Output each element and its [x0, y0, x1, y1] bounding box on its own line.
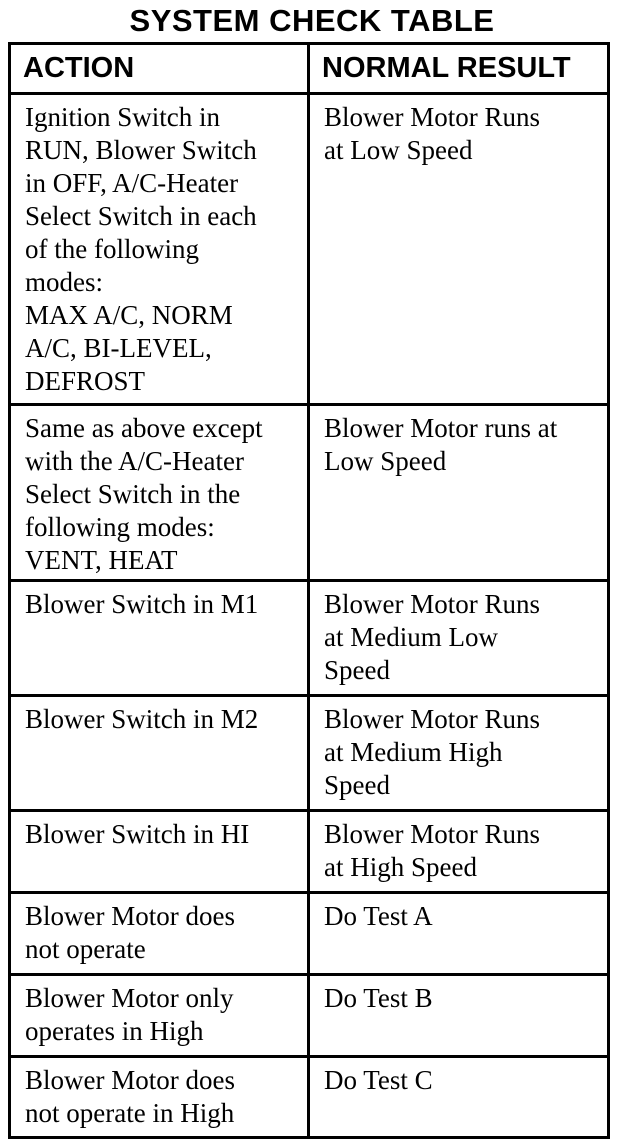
table-row: [10, 94, 609, 405]
table-title: SYSTEM CHECK TABLE: [129, 3, 495, 38]
action-text-line: Blower Switch in HI: [25, 819, 250, 849]
result-text-line: at Low Speed: [324, 135, 473, 165]
action-text-line: Blower Switch in M1: [25, 589, 259, 619]
result-text-line: at Medium Low: [324, 622, 498, 652]
action-cell: [10, 1057, 309, 1138]
result-text-line: at High Speed: [324, 852, 477, 882]
table-row: [10, 405, 609, 581]
action-text-line: not operate: [25, 934, 146, 964]
table-row: [10, 581, 609, 696]
action-text-line: VENT, HEAT: [25, 545, 178, 575]
result-cell: [309, 975, 609, 1057]
result-text-line: Blower Motor Runs: [324, 704, 540, 734]
action-text-line: not operate in High: [25, 1098, 235, 1128]
table-row: [10, 696, 609, 811]
result-text-line: Speed: [324, 770, 390, 800]
action-text-line: Blower Motor only: [25, 983, 234, 1013]
result-cell: [309, 1057, 609, 1138]
action-text-line: with the A/C-Heater: [25, 446, 244, 476]
result-cell: [309, 696, 609, 811]
action-text-line: DEFROST: [25, 366, 146, 396]
result-cell: [309, 893, 609, 975]
action-cell: [10, 405, 309, 581]
table-row: [10, 811, 609, 893]
action-text-line: Blower Switch in M2: [25, 704, 259, 734]
action-cell: [10, 893, 309, 975]
table-row: [10, 893, 609, 975]
action-text-line: Select Switch in the: [25, 479, 241, 509]
result-text-line: at Medium High: [324, 737, 503, 767]
table-row: [10, 1057, 609, 1138]
result-text-line: Do Test C: [324, 1065, 433, 1095]
result-text-line: Do Test B: [324, 983, 433, 1013]
action-text-line: RUN, Blower Switch: [25, 135, 257, 165]
action-column-header: ACTION: [10, 44, 309, 94]
action-text-line: Blower Motor does: [25, 901, 235, 931]
result-cell: [309, 581, 609, 696]
result-text-line: Blower Motor Runs: [324, 102, 540, 132]
action-cell: [10, 811, 309, 893]
result-cell: [309, 405, 609, 581]
action-cell: [10, 581, 309, 696]
result-cell: [309, 94, 609, 405]
result-text-line: Blower Motor Runs: [324, 589, 540, 619]
action-text-line: Same as above except: [25, 413, 263, 443]
action-text-line: following modes:: [25, 512, 215, 542]
action-cell: [10, 975, 309, 1057]
header-row: [10, 44, 609, 94]
action-text-line: Blower Motor does: [25, 1065, 235, 1095]
action-cell: [10, 696, 309, 811]
action-text-line: A/C, BI-LEVEL,: [25, 333, 212, 363]
result-text-line: Blower Motor runs at: [324, 413, 558, 443]
action-text-line: Ignition Switch in: [25, 102, 220, 132]
action-text-line: operates in High: [25, 1016, 204, 1046]
action-text-line: in OFF, A/C-Heater: [25, 168, 239, 198]
result-cell: [309, 811, 609, 893]
table-row: [10, 975, 609, 1057]
action-text-line: modes:: [25, 267, 103, 297]
result-text-line: Low Speed: [324, 446, 447, 476]
action-text-line: MAX A/C, NORM: [25, 300, 233, 330]
normal-result-column-header: NORMAL RESULT: [309, 44, 609, 94]
action-text-line: Select Switch in each: [25, 201, 257, 231]
result-text-line: Blower Motor Runs: [324, 819, 540, 849]
action-cell: [10, 94, 309, 405]
action-text-line: of the following: [25, 234, 199, 264]
system-check-table: [8, 42, 610, 1139]
result-text-line: Do Test A: [324, 901, 433, 931]
result-text-line: Speed: [324, 655, 390, 685]
